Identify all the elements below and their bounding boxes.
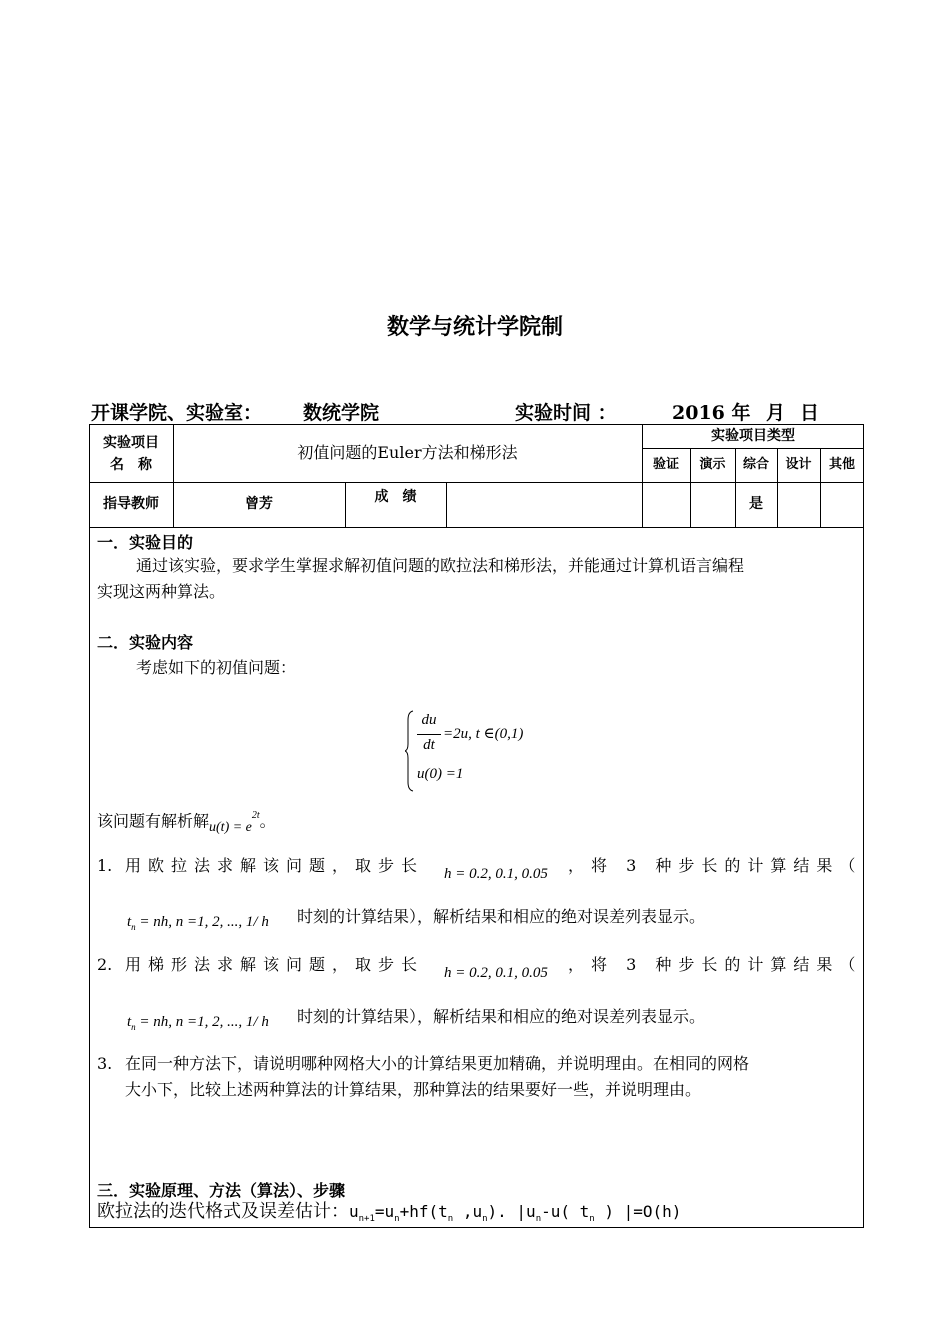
f-sub-n: n: [394, 1214, 400, 1225]
left-brace-icon: [405, 710, 415, 792]
type-mark-verify: [642, 482, 690, 527]
analytic-suffix: 。: [259, 811, 276, 831]
type-demo: 演示: [699, 456, 726, 472]
item2-line2: 时刻的计算结果），解析结果和相应的绝对误差列表显示。: [297, 1007, 706, 1026]
item1-step-sizes: h = 0.2, 0.1, 0.05: [444, 866, 548, 882]
type-mark-other: [820, 482, 864, 527]
item2-step-sizes: h = 0.2, 0.1, 0.05: [444, 965, 548, 981]
college-label: 开课学院、实验室：: [91, 402, 263, 424]
eq-du: du: [421, 712, 437, 728]
type-verify: 验证: [652, 456, 679, 472]
type-header: 实验项目类型: [711, 427, 795, 444]
item2-after: ，将 3 种步长的计算结果（: [568, 955, 863, 974]
eq-dt: dt: [423, 737, 435, 753]
day-label: 日: [800, 402, 820, 424]
section3-heading: 三．实验原理、方法（算法）、步骤: [97, 1181, 346, 1200]
f-close: ). |u: [487, 1202, 536, 1221]
project-label-line1: 实验项目: [103, 434, 159, 451]
f-end: ) |=O(h): [594, 1202, 682, 1221]
item2-tn-sub: n: [131, 1022, 136, 1032]
item3-number: 3.: [97, 1054, 113, 1073]
item1-text: 用欧拉法求解该问题，取步长: [125, 856, 425, 875]
euler-formula: [349, 1202, 682, 1225]
f-eq: =u: [374, 1202, 395, 1221]
section1-text-line2: 实现这两种算法。: [97, 582, 226, 601]
item1-line2: 时刻的计算结果），解析结果和相应的绝对误差列表显示。: [297, 907, 706, 926]
item1-tn-rest: = nh, n =1, 2, ..., 1/ h: [135, 914, 269, 930]
time-label: 实验时间 ：: [515, 402, 617, 424]
item3-line1: 在同一种方法下，请说明哪种网格大小的计算结果更加精确，并说明理由。在相同的网格: [125, 1054, 750, 1073]
item1-tn: [127, 914, 269, 932]
project-label-line2: 名 称: [110, 457, 152, 473]
section1-text-line1: 通过该实验，要求学生掌握求解初值问题的欧拉法和梯形法，并能通过计算机语言编程: [136, 556, 745, 575]
type-other: 其他: [828, 456, 855, 472]
item1-tn-sub: n: [131, 922, 136, 932]
item1-number: 1.: [97, 856, 113, 875]
f-sub-n4: n: [535, 1214, 542, 1225]
fraction-bar: [417, 734, 441, 735]
analytic-prefix: 该问题有解析解: [97, 811, 210, 831]
type-mark-design: [777, 482, 820, 527]
year-value: 2016 年: [672, 402, 751, 424]
euler-formula-line: [97, 1199, 681, 1232]
f-minus: -u( t: [541, 1202, 590, 1221]
section1-heading: 一．实验目的: [97, 533, 194, 552]
item1-after: ，将 3 种步长的计算结果（: [568, 856, 863, 875]
f-sub-n3: n: [482, 1214, 488, 1225]
analytic-formula: u(t) = e: [209, 820, 252, 836]
teacher-label: 指导教师: [103, 496, 159, 513]
type-mark-demo: [690, 482, 735, 527]
type-mark-comprehensive: 是: [749, 496, 763, 513]
college-value: 数统学院: [303, 402, 380, 424]
score-label: 成 绩: [374, 488, 417, 505]
month-label: 月: [766, 402, 786, 424]
item2-tn-rest: = nh, n =1, 2, ..., 1/ h: [135, 1014, 269, 1030]
formula-prefix: 欧拉法的迭代格式及误差估计：: [97, 1201, 349, 1222]
row-divider: [89, 527, 864, 528]
section2-heading: 二．实验内容: [97, 633, 194, 652]
equation-system: [405, 708, 555, 794]
teacher-value: 曾芳: [245, 496, 273, 513]
eq-rhs: =2u, t ∈(0,1): [443, 726, 524, 742]
f-hf: +hf(t: [399, 1202, 448, 1221]
analytic-line: [97, 805, 276, 836]
page-title: 数学与统计学院制: [386, 314, 563, 340]
item3-line2: 大小下，比较上述两种算法的计算结果，那种算法的结果要好一些，并说明理由。: [125, 1080, 702, 1099]
project-label: [89, 426, 173, 482]
f-sub-n2: n: [447, 1214, 454, 1225]
type-comprehensive: 综合: [742, 456, 769, 472]
section2-intro: 考虑如下的初值问题：: [136, 658, 297, 677]
f-u: u: [349, 1202, 359, 1221]
type-design: 设计: [785, 456, 812, 472]
analytic-exp: 2t: [251, 810, 260, 821]
item2-tn-t: t: [127, 1014, 132, 1030]
score-value: [446, 482, 642, 527]
item1-tn-t: t: [127, 914, 132, 930]
f-sub-n5: n: [589, 1214, 595, 1225]
project-name: 初值问题的Euler方法和梯形法: [297, 443, 518, 463]
eq-init: u(0) =1: [417, 766, 464, 782]
f-comma: ,u: [453, 1202, 483, 1221]
f-sub-n1: n+1: [358, 1214, 375, 1225]
item2-number: 2.: [97, 955, 113, 974]
item2-text: 用梯形法求解该问题，取步长: [125, 955, 425, 974]
item2-tn: [127, 1014, 269, 1032]
